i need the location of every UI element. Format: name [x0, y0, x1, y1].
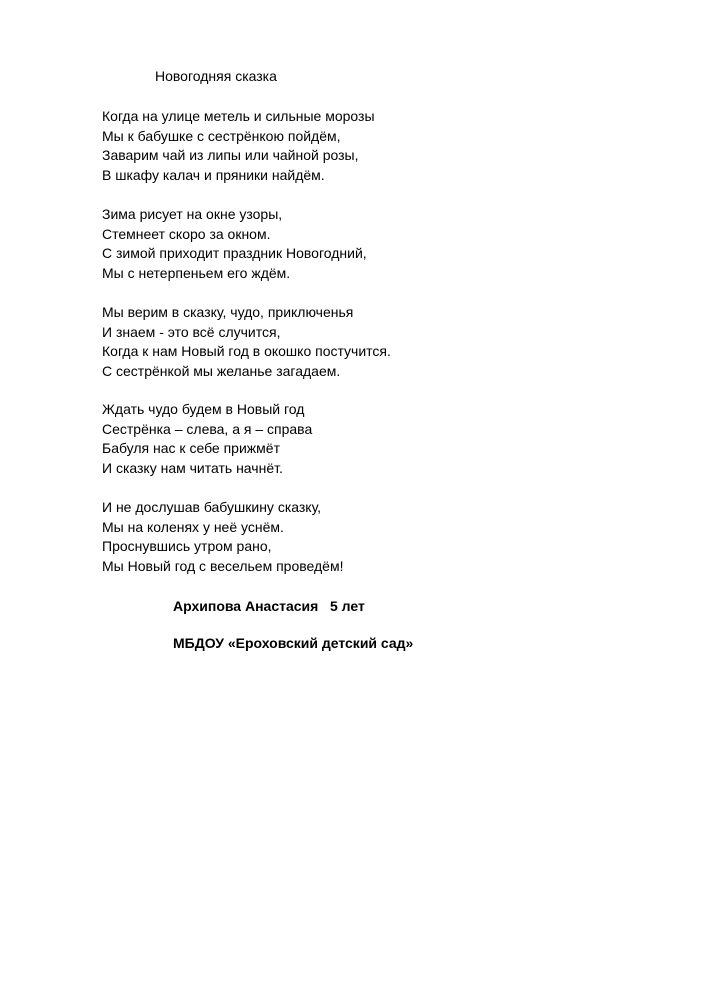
poem-line: Зима рисует на окне узоры, — [102, 206, 283, 222]
poem-line: И не дослушав бабушкину сказку, — [102, 499, 322, 515]
poem-line: Заварим чай из липы или чайной розы, — [102, 147, 359, 163]
poem-line: Стемнеет скоро за окном. — [102, 225, 271, 242]
poem-line: Когда на улице метель и сильные морозы — [102, 108, 375, 124]
poem-line: Мы с нетерпеньем его ждём. — [102, 264, 291, 281]
organization-signature: МБДОУ «Ероховский детский сад» — [173, 635, 414, 651]
poem-title: Новогодняя сказка — [155, 68, 277, 84]
poem-line: И сказку нам читать начнёт. — [102, 459, 283, 476]
author-signature: Архипова Анастасия 5 лет — [173, 598, 365, 614]
poem-line: Мы верим в сказку, чудо, приключенья — [102, 304, 354, 320]
poem-line: В шкафу калач и пряники найдём. — [102, 166, 325, 183]
stanza-1 — [102, 107, 375, 185]
poem-line: Бабуля нас к себе прижмёт — [102, 440, 280, 456]
stanza-4 — [102, 400, 312, 478]
poem-line: Когда к нам Новый год в окошко постучится. — [102, 343, 391, 359]
poem-line: Проснувшись утром рано, — [102, 538, 272, 554]
stanza-2 — [102, 205, 367, 283]
stanza-3 — [102, 303, 391, 381]
poem-line: Мы к бабушке с сестрёнкою пойдём, — [102, 127, 341, 144]
poem-line: С сестрёнкой мы желанье загадаем. — [102, 362, 341, 379]
poem-line: Ждать чудо будем в Новый год — [102, 401, 305, 417]
poem-line: Сестрёнка – слева, а я – справа — [102, 420, 313, 437]
stanza-5 — [102, 498, 343, 576]
poem-line: Мы Новый год с весельем проведём! — [102, 557, 344, 574]
poem-line: И знаем - это всё случится, — [102, 323, 281, 340]
poem-line: Мы на коленях у неё уснём. — [102, 518, 284, 535]
poem-line: С зимой приходит праздник Новогодний, — [102, 245, 367, 261]
